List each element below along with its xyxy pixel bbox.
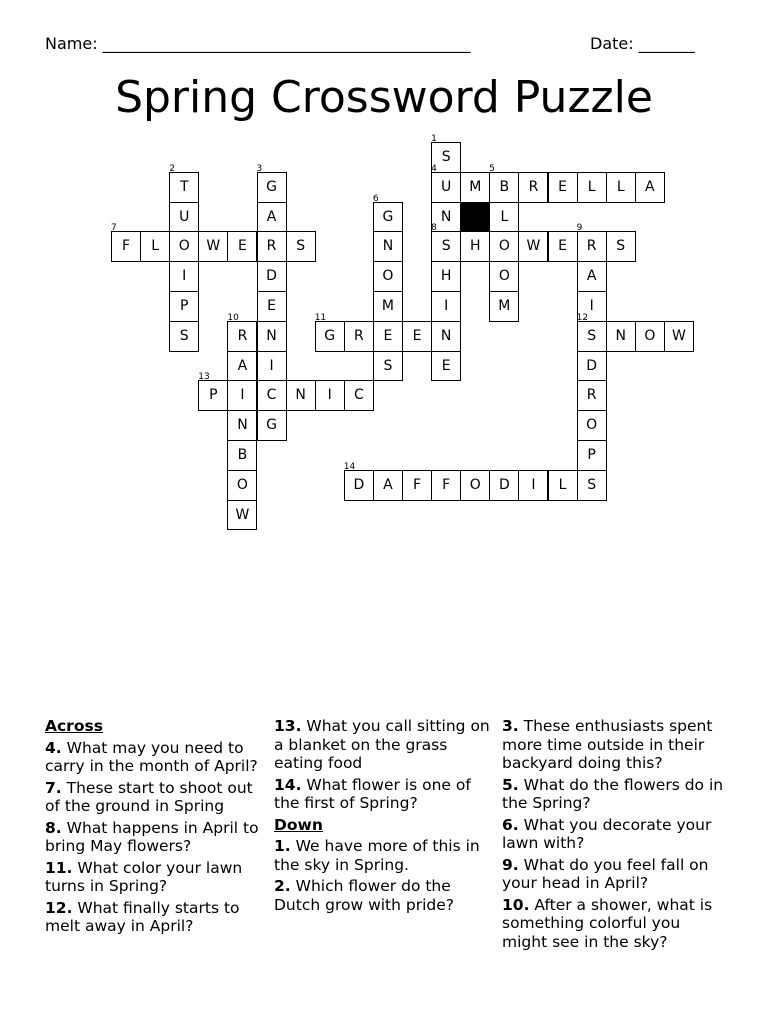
- crossword-cell[interactable]: [548, 231, 578, 262]
- cell-letter: O: [644, 327, 656, 344]
- cell-letter: P: [587, 447, 596, 463]
- crossword-cell[interactable]: [577, 261, 607, 292]
- crossword-cell[interactable]: [227, 410, 257, 441]
- cell-letter: A: [645, 178, 655, 195]
- crossword-cell[interactable]: [402, 321, 432, 352]
- clue-number: 9.: [502, 855, 519, 874]
- cell-letter: C: [266, 387, 277, 404]
- cell-letter: W: [526, 238, 541, 255]
- clue-number: 12: [576, 312, 589, 323]
- crossword-cell[interactable]: [518, 470, 548, 501]
- cell-letter: C: [353, 387, 364, 404]
- crossword-cell[interactable]: [431, 470, 461, 501]
- crossword-cell[interactable]: [373, 261, 403, 292]
- crossword-cell[interactable]: [431, 321, 461, 352]
- cell-letter: E: [441, 357, 451, 374]
- cell-letter: R: [237, 327, 248, 344]
- clue-text: These start to shoot out of the ground in Spring: [45, 778, 253, 815]
- clue-number: 5.: [502, 775, 519, 794]
- clue-number: 1: [431, 134, 437, 144]
- crossword-cell[interactable]: [606, 172, 636, 203]
- clue-text: What do the flowers do in the Spring?: [502, 775, 724, 812]
- crossword-cell[interactable]: [577, 470, 607, 501]
- cell-letter: I: [444, 298, 449, 314]
- clue-text: Which flower do the Dutch grow with pride?: [274, 877, 454, 914]
- crossword-cell[interactable]: [431, 261, 461, 292]
- clue-item: [274, 877, 499, 914]
- crossword-cell[interactable]: [489, 291, 519, 322]
- clue-item: [274, 717, 499, 773]
- clue-number: 9: [576, 223, 583, 234]
- crossword-cell[interactable]: [577, 351, 607, 382]
- cell-letter: D: [353, 476, 365, 493]
- cell-letter: E: [267, 298, 276, 314]
- crossword-cell[interactable]: [286, 231, 316, 262]
- crossword-cell[interactable]: [431, 163, 461, 203]
- clue-number: 2: [169, 163, 175, 174]
- cell-letter: N: [615, 327, 626, 344]
- cell-letter: M: [498, 298, 511, 314]
- cell-letter: G: [324, 327, 336, 344]
- cell-letter: S: [441, 238, 451, 255]
- cell-letter: N: [440, 208, 452, 225]
- cell-letter: D: [586, 357, 598, 374]
- down-heading: Down: [274, 815, 323, 834]
- cell-letter: E: [558, 238, 567, 255]
- cell-letter: F: [413, 476, 422, 493]
- crossword-cell[interactable]: [169, 231, 199, 262]
- cell-letter: I: [327, 387, 332, 404]
- cell-letter: W: [206, 238, 221, 255]
- crossword-cell[interactable]: [257, 351, 287, 382]
- cell-letter: S: [587, 327, 597, 344]
- cell-letter: M: [469, 178, 482, 195]
- clue-number: 7: [111, 223, 117, 234]
- crossword-cell[interactable]: [315, 380, 345, 411]
- clue-number: 1.: [274, 837, 291, 855]
- cell-letter: S: [616, 238, 626, 255]
- clue-item: [45, 779, 270, 816]
- cell-letter: G: [266, 417, 277, 434]
- crossword-cell[interactable]: [257, 291, 287, 322]
- cell-letter: S: [179, 327, 189, 344]
- cell-letter: O: [236, 476, 248, 493]
- cell-letter: L: [558, 476, 567, 493]
- crossword-cell[interactable]: [227, 440, 257, 471]
- clue-text: What color your lawn turns in Spring?: [45, 858, 243, 895]
- crossword-cell[interactable]: [518, 231, 548, 262]
- clue-number: 8.: [45, 818, 62, 837]
- clue-text: What do you feel fall on your head in April?: [502, 855, 709, 892]
- crossword-cell[interactable]: [372, 193, 403, 233]
- clue-number: 14.: [274, 775, 302, 794]
- page-title: Spring Crossword Puzzle: [115, 72, 653, 123]
- cell-letter: L: [616, 178, 625, 195]
- cell-letter: S: [383, 357, 393, 374]
- clue-number: 3: [256, 163, 263, 174]
- cell-letter: T: [179, 178, 189, 195]
- cell-letter: O: [498, 238, 510, 255]
- clue-item: [274, 837, 499, 874]
- crossword-cell[interactable]: [373, 291, 403, 322]
- crossword-cell[interactable]: [373, 470, 403, 501]
- clue-number: 2.: [274, 877, 291, 895]
- across-heading: Across: [45, 717, 103, 735]
- clue-number: 6.: [502, 815, 519, 834]
- cell-letter: W: [235, 506, 250, 523]
- crossword-cell[interactable]: [257, 380, 287, 411]
- cell-letter: O: [586, 417, 598, 434]
- cell-letter: I: [589, 298, 594, 314]
- crossword-cell[interactable]: [373, 351, 403, 382]
- cell-letter: O: [498, 268, 510, 285]
- cell-letter: D: [498, 476, 510, 493]
- cell-letter: P: [180, 298, 189, 314]
- crossword-cell[interactable]: [344, 321, 374, 352]
- crossword-cell[interactable]: [402, 470, 432, 501]
- clue-text: We have more of this in the sky in Spring.: [274, 837, 480, 874]
- crossword-cell[interactable]: [664, 321, 694, 352]
- crossword-cell[interactable]: [344, 380, 374, 411]
- crossword-cell[interactable]: [256, 163, 287, 203]
- cell-letter: N: [237, 417, 248, 434]
- clue-text: These enthusiasts spent more time outside in their backyard doing this?: [502, 717, 713, 772]
- cell-letter: W: [672, 327, 686, 344]
- cell-letter: G: [382, 208, 394, 225]
- cell-letter: I: [269, 357, 274, 374]
- crossword-cell[interactable]: [431, 223, 461, 262]
- cell-letter: E: [558, 178, 567, 195]
- cell-letter: P: [209, 387, 218, 404]
- cell-letter: I: [240, 387, 245, 404]
- crossword-cell[interactable]: [227, 351, 257, 382]
- crossword-cell[interactable]: [257, 231, 287, 262]
- clue-number: 4: [431, 163, 437, 174]
- crossword-cell[interactable]: [198, 231, 228, 262]
- crossword-cell[interactable]: [169, 291, 199, 322]
- crossword-cell[interactable]: [373, 231, 403, 262]
- crossword-cell[interactable]: [606, 231, 636, 262]
- cell-letter: R: [528, 178, 539, 195]
- crossword-cell[interactable]: [489, 261, 519, 292]
- cell-letter: A: [237, 357, 248, 374]
- crossword-cell[interactable]: [606, 321, 636, 352]
- cell-letter: F: [122, 238, 131, 255]
- crossword-cell[interactable]: [227, 312, 257, 352]
- cell-letter: D: [266, 268, 277, 285]
- crossword-cell[interactable]: [635, 321, 665, 352]
- clue-number: 6: [372, 193, 379, 204]
- cell-letter: N: [266, 327, 277, 344]
- crossword-cell[interactable]: [577, 410, 607, 441]
- cell-letter: B: [237, 447, 248, 463]
- cell-letter: A: [266, 208, 277, 225]
- crossword-cell[interactable]: [548, 172, 578, 203]
- crossword-black-cell: [460, 202, 490, 233]
- crossword-cell[interactable]: [227, 231, 257, 262]
- clues-column-1: [45, 717, 270, 939]
- crossword-cell[interactable]: [577, 380, 607, 411]
- clue-item: [274, 776, 499, 813]
- clue-item: [502, 816, 727, 853]
- cell-letter: N: [295, 387, 306, 404]
- clue-item: [45, 899, 270, 936]
- crossword-cell[interactable]: [460, 231, 490, 262]
- crossword-cell[interactable]: [257, 202, 287, 233]
- crossword-cell[interactable]: [111, 223, 141, 262]
- crossword-cell[interactable]: [257, 261, 287, 292]
- crossword-cell[interactable]: [227, 470, 257, 501]
- name-field-label: Name: ______________________________________________: [45, 34, 471, 53]
- crossword-cell[interactable]: [140, 231, 170, 262]
- crossword-cell[interactable]: [577, 172, 607, 203]
- clue-number: 3.: [502, 717, 519, 735]
- crossword-cell[interactable]: [314, 312, 345, 352]
- cell-letter: R: [353, 327, 364, 344]
- cell-letter: U: [441, 178, 452, 195]
- cell-letter: B: [499, 178, 510, 195]
- crossword-cell[interactable]: [635, 172, 665, 203]
- cell-letter: E: [383, 327, 393, 344]
- clue-text: What may you need to carry in the month of April?: [45, 738, 258, 775]
- crossword-cell[interactable]: [169, 163, 199, 203]
- clue-text: What finally starts to melt away in April?: [45, 898, 240, 935]
- clues-column-3: [502, 717, 727, 954]
- cell-letter: S: [296, 238, 306, 255]
- crossword-cell[interactable]: [227, 380, 257, 411]
- cell-letter: O: [469, 476, 481, 493]
- clue-number: 13.: [274, 717, 302, 735]
- clue-item: [502, 717, 727, 773]
- cell-letter: S: [587, 476, 597, 493]
- cell-letter: H: [469, 238, 481, 255]
- clue-item: [45, 859, 270, 896]
- clue-number: 10: [227, 312, 239, 323]
- crossword-cell[interactable]: [489, 231, 519, 262]
- cell-letter: R: [266, 238, 277, 255]
- cell-letter: E: [238, 238, 247, 255]
- date-field-label: Date: _______: [590, 34, 695, 53]
- cell-letter: O: [178, 238, 190, 255]
- clue-number: 5: [489, 163, 496, 174]
- cell-letter: G: [266, 178, 277, 195]
- cell-letter: R: [586, 387, 597, 404]
- clue-number: 8: [431, 223, 437, 234]
- cell-letter: A: [383, 476, 393, 493]
- clue-number: 11.: [45, 858, 73, 877]
- crossword-cell[interactable]: [548, 470, 578, 501]
- crossword-cell[interactable]: [169, 261, 199, 292]
- crossword-cell[interactable]: [460, 172, 490, 203]
- crossword-cell[interactable]: [198, 372, 228, 411]
- clue-text: What you decorate your lawn with?: [502, 815, 712, 852]
- clue-item: [502, 856, 727, 893]
- clue-number: 11: [314, 312, 327, 323]
- cell-letter: U: [179, 208, 190, 225]
- clue-text: What you call sitting on a blanket on the grass eating food: [274, 717, 490, 772]
- crossword-cell[interactable]: [257, 321, 287, 352]
- cell-letter: F: [442, 476, 451, 493]
- cell-letter: N: [382, 238, 394, 255]
- crossword-cell[interactable]: [576, 312, 607, 352]
- cell-letter: L: [500, 208, 509, 225]
- clue-number: 10.: [502, 895, 530, 914]
- clue-text: What flower is one of the first of Spring?: [274, 775, 471, 812]
- crossword-cell[interactable]: [460, 470, 490, 501]
- crossword-cell[interactable]: [373, 321, 403, 352]
- cell-letter: S: [441, 149, 451, 165]
- cell-letter: L: [587, 178, 596, 195]
- clue-text: After a shower, what is something colorful you might see in the sky?: [502, 895, 713, 951]
- crossword-cell[interactable]: [169, 321, 199, 352]
- crossword-cell[interactable]: [169, 202, 199, 233]
- clue-item: [502, 776, 727, 813]
- clue-number: 14: [343, 461, 356, 472]
- clue-text: What happens in April to bring May flowers?: [45, 818, 259, 855]
- crossword-cell[interactable]: [576, 223, 607, 262]
- clues-column-2: [274, 717, 499, 917]
- cell-letter: M: [381, 298, 394, 314]
- crossword-cell[interactable]: [431, 291, 461, 322]
- clue-item: [45, 739, 270, 776]
- clue-number: 13: [198, 372, 210, 383]
- cell-letter: I: [182, 268, 187, 285]
- crossword-cell[interactable]: [489, 163, 519, 203]
- cell-letter: O: [382, 268, 394, 285]
- cell-letter: L: [151, 238, 160, 255]
- crossword-cell[interactable]: [577, 440, 607, 471]
- cell-letter: A: [586, 268, 597, 285]
- crossword-cell[interactable]: [257, 410, 287, 441]
- crossword-cell[interactable]: [518, 172, 548, 203]
- cell-letter: R: [586, 238, 597, 255]
- crossword-cell[interactable]: [343, 461, 374, 501]
- clue-number: 4.: [45, 738, 62, 757]
- crossword-cell[interactable]: [489, 470, 519, 501]
- clue-number: 12.: [45, 898, 73, 917]
- cell-letter: E: [412, 327, 422, 344]
- crossword-cell[interactable]: [227, 500, 257, 531]
- crossword-cell[interactable]: [489, 202, 519, 233]
- clue-number: 7.: [45, 778, 62, 797]
- cell-letter: N: [440, 327, 452, 344]
- clue-item: [502, 896, 727, 952]
- clue-item: [45, 819, 270, 856]
- crossword-cell[interactable]: [286, 380, 316, 411]
- cell-letter: I: [531, 476, 536, 493]
- cell-letter: H: [440, 268, 452, 285]
- crossword-cell[interactable]: [431, 351, 461, 382]
